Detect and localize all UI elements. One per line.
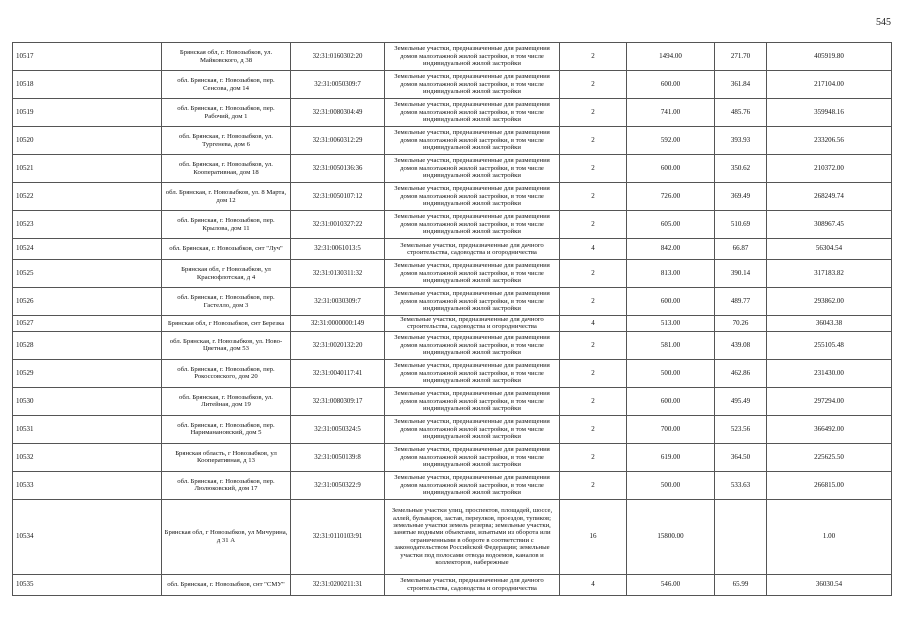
land-use-cell: Земельные участки, предназначенные для размещения домов малоэтажной жилой застройки, в том числе индивидуальной жилой застройки [385,99,560,127]
land-use-cell: Земельные участки, предназначенные для размещения домов малоэтажной жилой застройки, в том числе индивидуальной жилой застройки [385,359,560,387]
row-number-cell: 10533 [13,471,162,499]
cadastral-value-cell: 36030.54 [767,574,892,595]
table-row [13,415,892,443]
table-row [13,71,892,99]
row-number-cell: 10517 [13,43,162,71]
group-code-cell: 16 [560,499,627,574]
land-use-cell: Земельные участки, предназначенные для размещения домов малоэтажной жилой застройки, в том числе индивидуальной жилой застройки [385,43,560,71]
specific-value-cell: 533.63 [715,471,767,499]
cadastral-number-cell: 32:31:0130311:32 [291,260,385,288]
group-code-cell: 2 [560,443,627,471]
cadastral-number-cell: 32:31:0061013:5 [291,239,385,260]
land-use-cell: Земельные участки, предназначенные для дачного строительства, садоводства и огородничества [385,574,560,595]
address-cell: Брянская обл, г Новозыбков, ул Краснофлотская, д 4 [162,260,291,288]
area-cell: 600.00 [627,71,715,99]
cadastral-value-cell: 366492.00 [767,415,892,443]
row-number-cell: 10530 [13,387,162,415]
cadastral-value-cell: 308967.45 [767,211,892,239]
area-cell: 726.00 [627,183,715,211]
specific-value-cell: 489.77 [715,288,767,316]
area-cell: 513.00 [627,316,715,332]
specific-value-cell: 70.26 [715,316,767,332]
cadastral-number-cell: 32:31:0010327:22 [291,211,385,239]
area-cell: 1494.00 [627,43,715,71]
table-row [13,471,892,499]
area-cell: 700.00 [627,415,715,443]
land-use-cell: Земельные участки, предназначенные для размещения домов малоэтажной жилой застройки, в том числе индивидуальной жилой застройки [385,443,560,471]
area-cell: 741.00 [627,99,715,127]
cadastral-value-cell: 225625.50 [767,443,892,471]
cadastral-value-table [12,42,892,596]
row-number-cell: 10527 [13,316,162,332]
cadastral-number-cell: 32:31:0050107:12 [291,183,385,211]
row-number-cell: 10526 [13,288,162,316]
specific-value-cell: 369.49 [715,183,767,211]
area-cell: 813.00 [627,260,715,288]
land-use-cell: Земельные участки, предназначенные для размещения домов малоэтажной жилой застройки, в том числе индивидуальной жилой застройки [385,71,560,99]
cadastral-value-cell: 210372.00 [767,155,892,183]
row-number-cell: 10520 [13,127,162,155]
land-use-cell: Земельные участки, предназначенные для размещения домов малоэтажной жилой застройки, в том числе индивидуальной жилой застройки [385,471,560,499]
specific-value-cell: 361.84 [715,71,767,99]
specific-value-cell [715,499,767,574]
land-use-cell: Земельные участки улиц, проспектов, площадей, шоссе, аллей, бульваров, застав, переулков, проездов, тупиков; земельные участки земель резерва; земельные участки, занятые водными объектами, изъятыми из оборота или ограниченными в обороте в соответствии с законодательством Российской Федерации; земельные участки под полосами отвода водоемов, каналов и коллекторов, набережные [385,499,560,574]
area-cell: 600.00 [627,288,715,316]
row-number-cell: 10519 [13,99,162,127]
row-number-cell: 10534 [13,499,162,574]
row-number-cell: 10525 [13,260,162,288]
address-cell: обл. Брянская, г. Новозыбков, ул. Литейная, дом 19 [162,387,291,415]
address-cell: обл. Брянская, г. Новозыбков, ул. Кооперативная, дом 18 [162,155,291,183]
cadastral-value-cell: 268249.74 [767,183,892,211]
land-use-cell: Земельные участки, предназначенные для дачного строительства, садоводства и огородничества [385,239,560,260]
address-cell: обл. Брянская, г. Новозыбков, ул. Тургенева, дом 6 [162,127,291,155]
group-code-cell: 4 [560,239,627,260]
land-use-cell: Земельные участки, предназначенные для размещения домов малоэтажной жилой застройки, в том числе индивидуальной жилой застройки [385,288,560,316]
area-cell: 842.00 [627,239,715,260]
cadastral-number-cell: 32:31:0030309:7 [291,288,385,316]
specific-value-cell: 66.87 [715,239,767,260]
cadastral-number-cell: 32:31:0200211:31 [291,574,385,595]
address-cell: обл. Брянская, г. Новозыбков, пер. Сенсова, дом 14 [162,71,291,99]
cadastral-value-cell: 405919.80 [767,43,892,71]
land-use-cell: Земельные участки, предназначенные для размещения домов малоэтажной жилой застройки, в том числе индивидуальной жилой застройки [385,331,560,359]
specific-value-cell: 364.50 [715,443,767,471]
address-cell: обл. Брянская, г. Новозыбков, снт "Луч" [162,239,291,260]
land-use-cell: Земельные участки, предназначенные для размещения домов малоэтажной жилой застройки, в том числе индивидуальной жилой застройки [385,387,560,415]
group-code-cell: 2 [560,260,627,288]
cadastral-value-cell: 217104.00 [767,71,892,99]
address-cell: обл. Брянская, г. Новозыбков, снт "СМУ" [162,574,291,595]
group-code-cell: 2 [560,331,627,359]
cadastral-number-cell: 32:31:0080309:17 [291,387,385,415]
cadastral-number-cell: 32:31:0080304:49 [291,99,385,127]
land-use-cell: Земельные участки, предназначенные для размещения домов малоэтажной жилой застройки, в том числе индивидуальной жилой застройки [385,127,560,155]
table-row [13,316,892,332]
cadastral-number-cell: 32:31:0110103:91 [291,499,385,574]
row-number-cell: 10518 [13,71,162,99]
row-number-cell: 10532 [13,443,162,471]
area-cell: 592.00 [627,127,715,155]
group-code-cell: 2 [560,415,627,443]
land-use-cell: Земельные участки, предназначенные для размещения домов малоэтажной жилой застройки, в том числе индивидуальной жилой застройки [385,211,560,239]
area-cell: 600.00 [627,387,715,415]
specific-value-cell: 495.49 [715,387,767,415]
area-cell: 619.00 [627,443,715,471]
group-code-cell: 2 [560,155,627,183]
table-row [13,99,892,127]
group-code-cell: 2 [560,211,627,239]
address-cell: обл. Брянская, г. Новозыбков, пер. Крылова, дом 11 [162,211,291,239]
group-code-cell: 2 [560,471,627,499]
address-cell: Брянская область, г Новозыбков, ул Кооперативная, д 13 [162,443,291,471]
area-cell: 605.00 [627,211,715,239]
row-number-cell: 10528 [13,331,162,359]
table-row [13,574,892,595]
group-code-cell: 2 [560,288,627,316]
area-cell: 500.00 [627,471,715,499]
specific-value-cell: 462.86 [715,359,767,387]
cadastral-value-cell: 359948.16 [767,99,892,127]
cadastral-value-cell: 233206.56 [767,127,892,155]
cadastral-value-cell: 317183.82 [767,260,892,288]
cadastral-number-cell: 32:31:0020132:20 [291,331,385,359]
area-cell: 15800.00 [627,499,715,574]
table-row [13,43,892,71]
address-cell: обл. Брянская, г. Новозыбков, пер. Рабочий, дом 1 [162,99,291,127]
cadastral-value-cell: 266815.00 [767,471,892,499]
cadastral-value-cell: 36043.38 [767,316,892,332]
group-code-cell: 2 [560,71,627,99]
group-code-cell: 2 [560,183,627,211]
specific-value-cell: 439.08 [715,331,767,359]
address-cell: обл. Брянская, г. Новозыбков, пер. Люлюковский, дом 17 [162,471,291,499]
table-row [13,239,892,260]
cadastral-value-cell: 231430.00 [767,359,892,387]
group-code-cell: 2 [560,387,627,415]
cadastral-number-cell: 32:31:0040117:41 [291,359,385,387]
table-body [13,43,892,596]
table-row [13,331,892,359]
area-cell: 581.00 [627,331,715,359]
table-row [13,499,892,574]
row-number-cell: 10535 [13,574,162,595]
group-code-cell: 4 [560,574,627,595]
specific-value-cell: 523.56 [715,415,767,443]
table-row [13,183,892,211]
specific-value-cell: 393.93 [715,127,767,155]
group-code-cell: 2 [560,127,627,155]
area-cell: 500.00 [627,359,715,387]
specific-value-cell: 271.70 [715,43,767,71]
cadastral-number-cell: 32:31:0050322:9 [291,471,385,499]
group-code-cell: 2 [560,359,627,387]
specific-value-cell: 485.76 [715,99,767,127]
cadastral-number-cell: 32:31:0050309:7 [291,71,385,99]
group-code-cell: 2 [560,43,627,71]
group-code-cell: 2 [560,99,627,127]
cadastral-value-cell: 1.00 [767,499,892,574]
specific-value-cell: 510.69 [715,211,767,239]
cadastral-number-cell: 32:31:0160302:20 [291,43,385,71]
cadastral-number-cell: 32:31:0050136:36 [291,155,385,183]
land-use-cell: Земельные участки, предназначенные для размещения домов малоэтажной жилой застройки, в том числе индивидуальной жилой застройки [385,155,560,183]
cadastral-value-cell: 293862.00 [767,288,892,316]
specific-value-cell: 390.14 [715,260,767,288]
row-number-cell: 10521 [13,155,162,183]
land-use-cell: Земельные участки, предназначенные для размещения домов малоэтажной жилой застройки, в том числе индивидуальной жилой застройки [385,260,560,288]
row-number-cell: 10524 [13,239,162,260]
area-cell: 600.00 [627,155,715,183]
cadastral-number-cell: 32:31:0050324:5 [291,415,385,443]
cadastral-number-cell: 32:31:0000000:149 [291,316,385,332]
row-number-cell: 10522 [13,183,162,211]
row-number-cell: 10531 [13,415,162,443]
address-cell: обл. Брянская, г. Новозыбков, пер. Рокоссовского, дом 20 [162,359,291,387]
address-cell: обл. Брянская, г. Новозыбков, ул. 8 Марта, дом 12 [162,183,291,211]
address-cell: Брянская обл, г. Новозыбков, ул. Майковского, д 38 [162,43,291,71]
land-use-cell: Земельные участки, предназначенные для размещения домов малоэтажной жилой застройки, в том числе индивидуальной жилой застройки [385,415,560,443]
table-row [13,443,892,471]
table-row [13,359,892,387]
group-code-cell: 4 [560,316,627,332]
address-cell: обл. Брянская, г. Новозыбков, пер. Гастелло, дом 3 [162,288,291,316]
specific-value-cell: 350.62 [715,155,767,183]
table-row [13,211,892,239]
area-cell: 546.00 [627,574,715,595]
table-row [13,260,892,288]
cadastral-value-cell: 255105.48 [767,331,892,359]
address-cell: Брянская обл, г Новозыбков, ул Мичурина, д 31 А [162,499,291,574]
table-row [13,288,892,316]
address-cell: Брянская обл, г Новозыбков, снт Березка [162,316,291,332]
land-use-cell: Земельные участки, предназначенные для дачного строительства, садоводства и огородничества [385,316,560,332]
cadastral-number-cell: 32:31:0050139:8 [291,443,385,471]
cadastral-value-cell: 297294.00 [767,387,892,415]
address-cell: обл. Брянская, г. Новозыбков, ул. Ново-Цветная, дом 53 [162,331,291,359]
page-number: 545 [876,17,891,28]
row-number-cell: 10523 [13,211,162,239]
cadastral-value-cell: 56304.54 [767,239,892,260]
table-row [13,387,892,415]
table-row [13,127,892,155]
land-use-cell: Земельные участки, предназначенные для размещения домов малоэтажной жилой застройки, в том числе индивидуальной жилой застройки [385,183,560,211]
row-number-cell: 10529 [13,359,162,387]
table-row [13,155,892,183]
specific-value-cell: 65.99 [715,574,767,595]
cadastral-number-cell: 32:31:0060312:29 [291,127,385,155]
address-cell: обл. Брянская, г. Новозыбков, пер. Нариманановский, дом 5 [162,415,291,443]
